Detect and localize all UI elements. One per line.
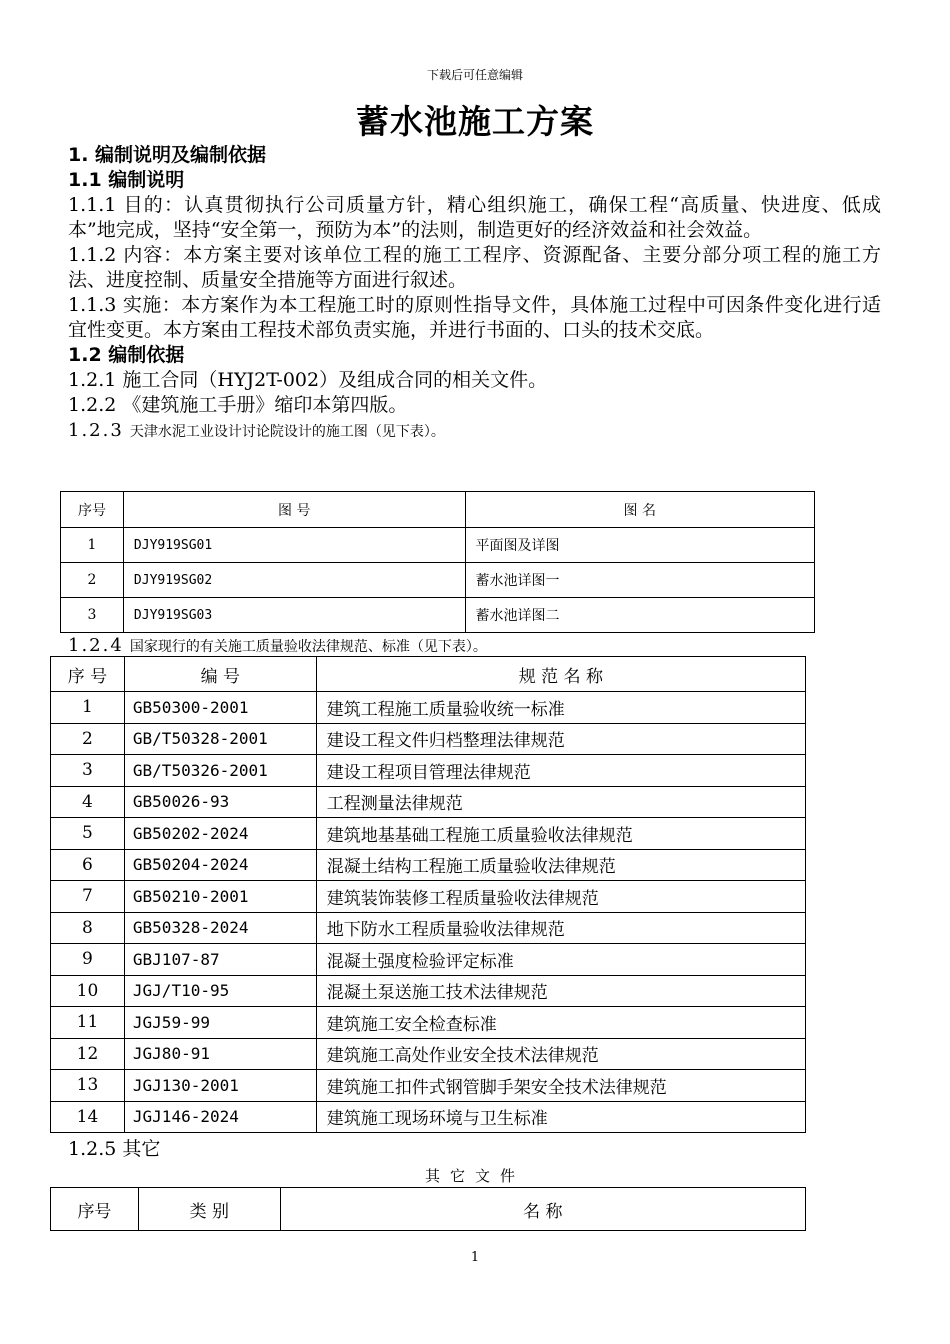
- paragraph-1-1-1: 1.1.1 目的：认真贯彻执行公司质量方针，精心组织施工，确保工程“高质量、快进度、低成本”地完成，坚持“安全第一，预防为本”的法则，制造更好的经济效益和社会效益。: [68, 194, 881, 241]
- header-cell: 编 号: [124, 657, 316, 692]
- row-number: 7: [51, 881, 125, 913]
- standard-name: 建筑装饰装修工程质量验收法律规范: [316, 881, 805, 913]
- table-header-row: [51, 657, 806, 692]
- header-cell: 类 别: [138, 1188, 280, 1231]
- row-number: 2: [51, 723, 125, 755]
- paragraph-text: 国家现行的有关施工质量验收法律规范、标准（见下表）。: [129, 639, 487, 655]
- row-number: 12: [51, 1038, 125, 1070]
- standard-code: GB50328-2024: [124, 912, 316, 944]
- paragraph-1-2-5: 1.2.5 其它: [68, 1138, 161, 1160]
- section-1: [68, 143, 881, 445]
- paragraph-text: 天津水泥工业设计讨论院设计的施工图（见下表）。: [129, 424, 445, 440]
- standard-code: JGJ130-2001: [124, 1070, 316, 1102]
- table-row: [51, 1070, 806, 1102]
- row-number: 13: [51, 1070, 125, 1102]
- header-cell: 序号: [51, 1188, 139, 1231]
- table-row: [51, 786, 806, 818]
- header-cell: 名 称: [280, 1188, 805, 1231]
- standard-name: 工程测量法律规范: [316, 786, 805, 818]
- paragraph-1-1-2: 1.1.2 内容：本方案主要对该单位工程的施工工程序、资源配备、主要分部分项工程的施工方法、进度控制、质量安全措施等方面进行叙述。: [68, 244, 881, 291]
- table-row: [61, 598, 815, 633]
- table-row: [51, 692, 806, 724]
- row-number: 3: [61, 598, 124, 633]
- standard-code: GB/T50328-2001: [124, 723, 316, 755]
- drawings-table: [60, 491, 815, 633]
- table-header-row: [51, 1188, 806, 1231]
- table-row: [51, 1038, 806, 1070]
- subsection-heading: 1.1 编制说明: [68, 169, 185, 191]
- table-row: [61, 528, 815, 563]
- row-number: 3: [51, 755, 125, 787]
- paragraph-1-2-1: 1.2.1 施工合同（HYJ2T-002）及组成合同的相关文件。: [68, 369, 548, 391]
- standard-code: JGJ80-91: [124, 1038, 316, 1070]
- document-title: 蓄水池施工方案: [356, 102, 594, 141]
- table-row: [51, 975, 806, 1007]
- standard-code: JGJ146-2024: [124, 1101, 316, 1133]
- standard-name: 建筑施工高处作业安全技术法律规范: [316, 1038, 805, 1070]
- table-row: [51, 818, 806, 850]
- header-note: 下载后可任意编辑: [426, 68, 523, 82]
- row-number: 1: [51, 692, 125, 724]
- standard-name: 地下防水工程质量验收法律规范: [316, 912, 805, 944]
- drawing-code: DJY919SG03: [123, 598, 465, 633]
- other-docs-table: [50, 1187, 806, 1231]
- standard-code: JGJ/T10-95: [124, 975, 316, 1007]
- paragraph-1-1-3: 1.1.3 实施：本方案作为本工程施工时的原则性指导文件，具体施工过程中可因条件变化进行适宜性变更。本方案由工程技术部负责实施，并进行书面的、口头的技术交底。: [68, 294, 881, 341]
- row-number: 4: [51, 786, 125, 818]
- standard-name: 建设工程文件归档整理法律规范: [316, 723, 805, 755]
- header-cell: 图 号: [123, 492, 465, 528]
- standard-code: GB50202-2024: [124, 818, 316, 850]
- drawing-name: 蓄水池详图二: [465, 598, 814, 633]
- drawing-name: 蓄水池详图一: [465, 563, 814, 598]
- row-number: 9: [51, 944, 125, 976]
- header-cell: 序 号: [51, 657, 125, 692]
- row-number: 10: [51, 975, 125, 1007]
- row-number: 14: [51, 1101, 125, 1133]
- header-cell: 规 范 名 称: [316, 657, 805, 692]
- standard-code: GB50210-2001: [124, 881, 316, 913]
- table-row: [51, 944, 806, 976]
- standard-name: 混凝土结构工程施工质量验收法律规范: [316, 849, 805, 881]
- drawing-name: 平面图及详图: [465, 528, 814, 563]
- header-cell: 图 名: [465, 492, 814, 528]
- drawing-code: DJY919SG02: [123, 563, 465, 598]
- standard-code: GB50300-2001: [124, 692, 316, 724]
- paragraph-1-2-2: 1.2.2 《建筑施工手册》缩印本第四版。: [68, 394, 408, 416]
- standard-name: 建筑工程施工质量验收统一标准: [316, 692, 805, 724]
- standard-name: 建设工程项目管理法律规范: [316, 755, 805, 787]
- table-row: [51, 755, 806, 787]
- standard-name: 建筑施工安全检查标准: [316, 1007, 805, 1039]
- subsection-heading: 1.2 编制依据: [68, 344, 185, 366]
- standard-name: 建筑施工扣件式钢管脚手架安全技术法律规范: [316, 1070, 805, 1102]
- row-number: 8: [51, 912, 125, 944]
- row-number: 6: [51, 849, 125, 881]
- paragraph-1-2-3: [68, 418, 881, 445]
- row-number: 11: [51, 1007, 125, 1039]
- row-number: 2: [61, 563, 124, 598]
- standard-name: 混凝土强度检验评定标准: [316, 944, 805, 976]
- table-row: [51, 849, 806, 881]
- standard-code: GB50026-93: [124, 786, 316, 818]
- standard-name: 建筑施工现场环境与卫生标准: [316, 1101, 805, 1133]
- page-number: 1: [470, 1250, 480, 1265]
- standard-name: 建筑地基基础工程施工质量验收法律规范: [316, 818, 805, 850]
- table-row: [51, 1007, 806, 1039]
- table-row: [51, 912, 806, 944]
- paragraph-number: 1.2.3: [68, 420, 124, 441]
- table-row: [61, 563, 815, 598]
- row-number: 5: [51, 818, 125, 850]
- table-row: [51, 881, 806, 913]
- drawing-code: DJY919SG01: [123, 528, 465, 563]
- standards-table: [50, 656, 806, 1133]
- table-row: [51, 723, 806, 755]
- standard-name: 混凝土泵送施工技术法律规范: [316, 975, 805, 1007]
- other-docs-caption: 其它文件: [424, 1167, 525, 1185]
- standard-code: GB/T50326-2001: [124, 755, 316, 787]
- header-cell: 序号: [61, 492, 124, 528]
- row-number: 1: [61, 528, 124, 563]
- table-row: [51, 1101, 806, 1133]
- standard-code: GB50204-2024: [124, 849, 316, 881]
- paragraph-number: 1.2.4: [68, 635, 124, 656]
- standard-code: JGJ59-99: [124, 1007, 316, 1039]
- standard-code: GBJ107-87: [124, 944, 316, 976]
- table-header-row: [61, 492, 815, 528]
- section-heading: 1. 编制说明及编制依据: [68, 144, 267, 166]
